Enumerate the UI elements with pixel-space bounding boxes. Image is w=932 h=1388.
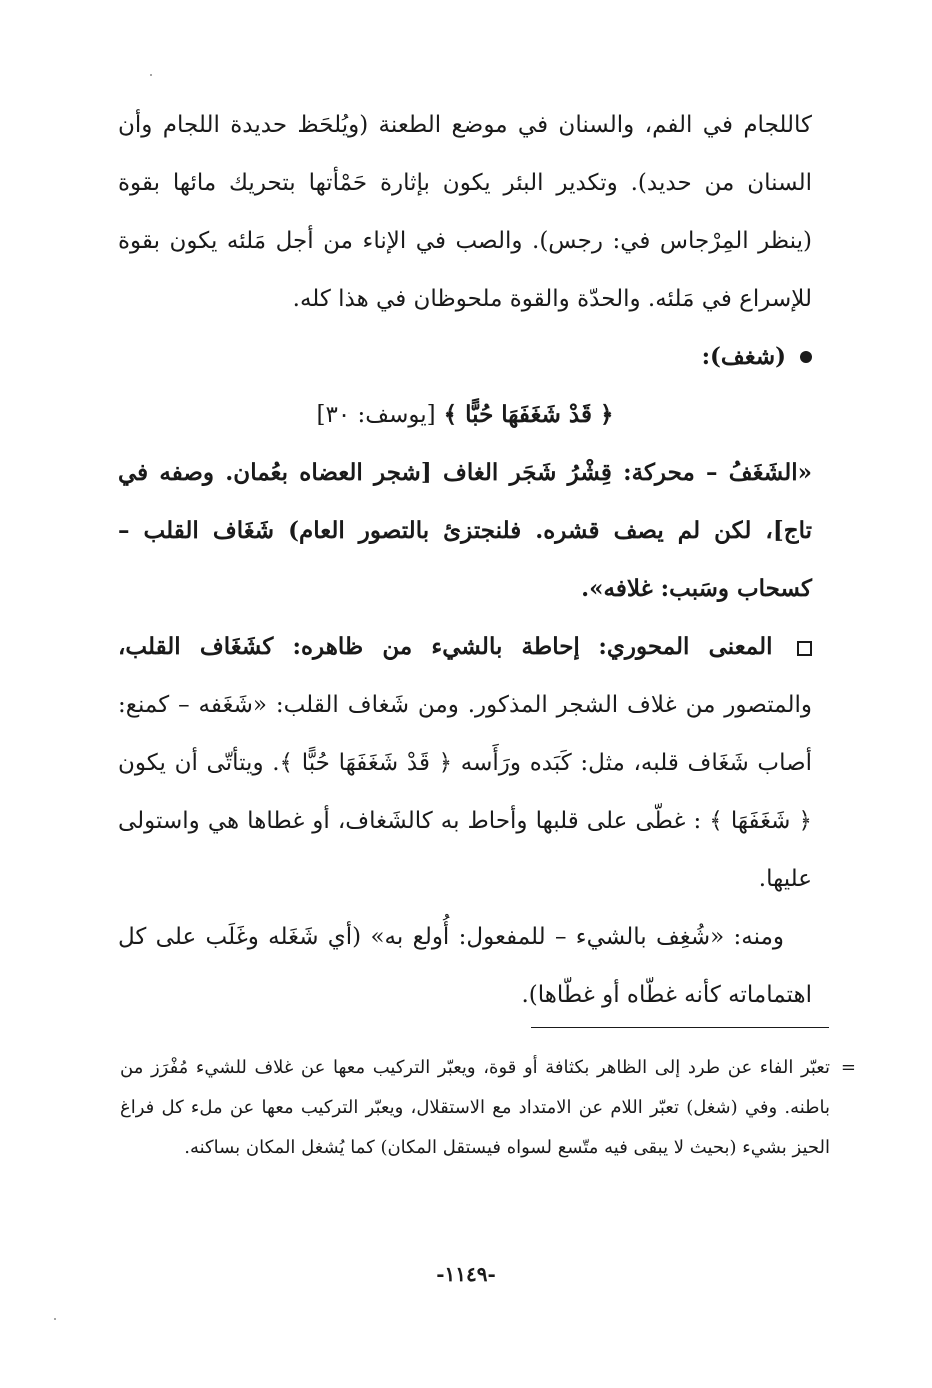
footnote: [120, 1048, 856, 1168]
page-number: -١١٤٩-: [436, 1262, 496, 1286]
scan-speck: [54, 1318, 56, 1320]
square-box-icon: [797, 641, 812, 656]
core-meaning-definition: إحاطة بالشيء من ظاهره: كشَغَاف القلب،: [118, 633, 580, 660]
core-meaning-text: والمتصور من غلاف الشجر المذكور. ومن شَغاف القلب: «شَغَفه – كمنع: أصاب شَغَاف قلبه، مثل: كَبَده ورَأَسه ﴿ قَدْ شَغَفَهَا حُبًّا ﴾. ويتأتّى أن يكون ﴿ شَغَفَهَا ﴾ : غطّى على قلبها وأحاط به كالشَغاف، أو غطاها هي واستولى عليها.: [118, 692, 812, 892]
footnote-divider: [531, 1027, 829, 1028]
verse-text: ﴿ قَدْ شَغَفَهَا حُبًّا ﴾: [443, 401, 614, 428]
quran-verse: [118, 386, 812, 444]
scan-speck: [150, 74, 152, 76]
bullet-icon: [800, 351, 812, 363]
paragraph-closing: ومنه: «شُغِف بالشيء – للمفعول: أُولع به» (أي شَغَله وغَلَب على كل اهتماماته كأنه غطّاه أو غطّاها).: [118, 924, 812, 1008]
paragraph-intro: كاللجام في الفم، والسنان في موضع الطعنة (ويُلحَظ حديدة اللجام وأن السنان من حديد). وتكدير البئر يكون بإثارة حَمْأتها بتحريك مائها بقوة (ينظر المِرْجاس في: رجس). والصب في الإناء من أجل مَلئه يكون بقوة للإسراع في مَلئه. والحدّة والقوة ملحوظان في هذا كله.: [118, 112, 812, 312]
entry-heading: [118, 328, 812, 386]
dictionary-quote: «الشَغَفُ – محركة: قِشْرُ شَجَر الغاف [شجر العضاه بعُمان. وصفه في تاج]، لكن لم يصف قشره. فلنجتزئ بالتصور العام) شَغَاف القلب – كسحاب وسَبب: غلافه».: [118, 459, 812, 602]
entry-heading-text: (شغف):: [701, 343, 786, 370]
core-meaning-paragraph: [118, 618, 812, 908]
footnote-text: تعبّر الفاء عن طرد إلى الظاهر بكثافة أو قوة، ويعبّر التركيب معها عن غلاف للشيء مُفْرَز من باطنه. وفي (شغل) تعبّر اللام عن الامتداد مع الاستقلال، ويعبّر التركيب معها عن ملء كل فراغ الحيز بشيء (بحيث لا يبقى فيه متّسع لسواه فيستقل المكان) كما يُشغل المكان بساكنه.: [120, 1057, 830, 1158]
footnote-marker: =: [840, 1057, 856, 1078]
verse-reference: [يوسف: ٣٠]: [316, 402, 436, 428]
core-meaning-label: المعنى المحوري:: [598, 633, 773, 660]
main-text: [118, 96, 812, 1024]
